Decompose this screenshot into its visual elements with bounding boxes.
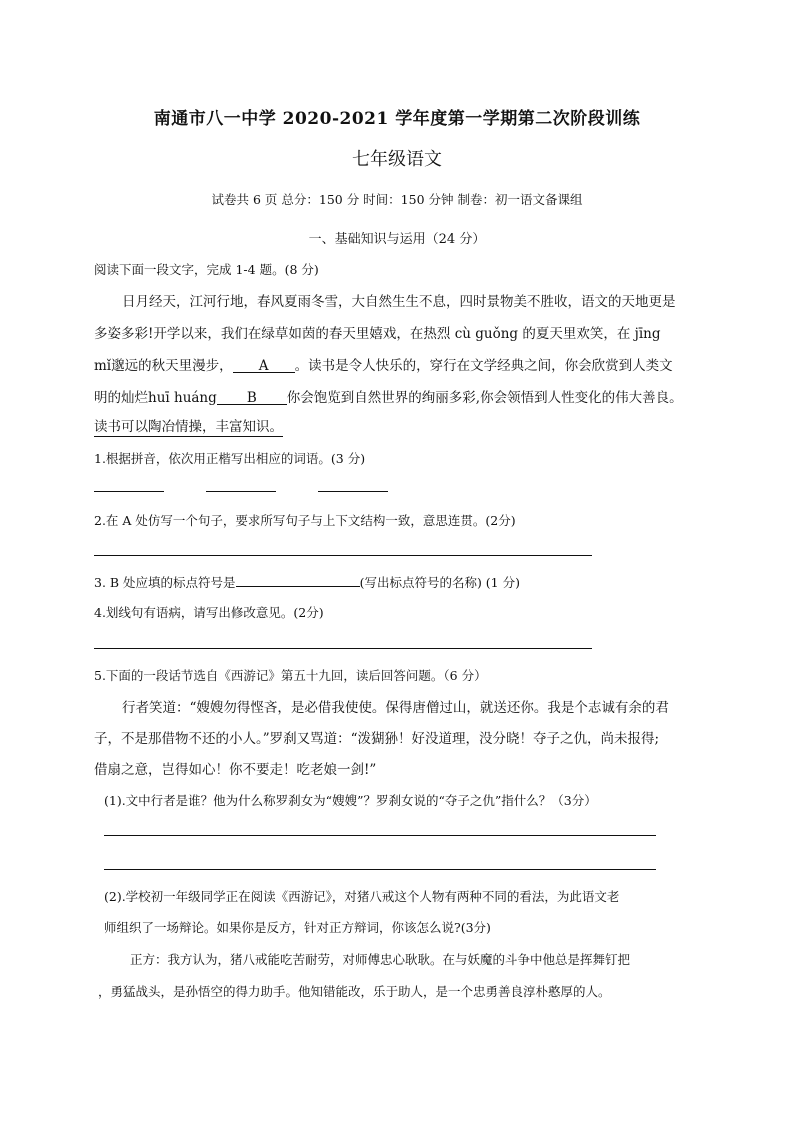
sub-question-2: (2).学校初一年级同学正在阅读《西游记》，对猪八戒这个人物有两种不同的看法，为此语文老 [104,889,620,904]
reading-intro: 阅读下面一段文字，完成 1-4 题。(8 分) [94,262,319,277]
sub-question-1: (1).文中行者是谁？他为什么称罗刹女为“嫂嫂”？罗刹女说的“夺子之仇”指什么？（3分） [104,793,597,808]
question-2: 2.在 A 处仿写一个句子，要求所写句子与上下文结构一致，意思连贯。(2分) [94,513,516,528]
question-4: 4.划线句有语病，请写出修改意见。(2分) [94,605,324,620]
blank-b[interactable]: B [217,390,287,405]
passage-text: 。读书是令人快乐的，穿行在文学经典之间，你会欣赏到人类文 [294,358,673,374]
answer-line[interactable] [206,491,276,492]
exam-info: 试卷共 6 页 总分：150 分 时间：150 分钟 制卷：初一语文备课组 [211,192,583,207]
debate-text: 正方：我方认为，猪八戒能吃苦耐劳，对师傅忠心耿耿。在与妖魔的斗争中他总是挥舞钉把 [130,952,631,967]
passage-line [94,354,673,374]
passage-text: mǐ邈远的秋天里漫步， [94,358,233,374]
answer-line[interactable] [94,491,164,492]
question-1: 1.根据拼音，依次用正楷写出相应的词语。(3 分) [94,451,366,466]
question-5: 5.下面的一段话节选自《西游记》第五十九回，读后回答问题。（6 分） [94,668,487,683]
answer-line[interactable] [104,835,656,836]
passage-text: 明的灿烂huī huáng [94,390,217,406]
answer-blank[interactable] [236,572,360,587]
sub-question-2: 师组织了一场辩论。如果你是反方，针对正方辩词，你该怎么说?(3分) [104,920,491,935]
passage-line: 借扇之意，岂得如心！你不要走！吃老娘一剑!” [94,762,377,778]
exam-title: 南通市八一中学 2020-2021 学年度第一学期第二次阶段训练 [153,109,641,129]
passage-line: 行者笑道：“嫂嫂勿得悭吝，是必借我使使。保得唐僧过山，就送还你。我是个志诚有余的君 [122,700,669,716]
question-3-tail: (写出标点符号的名称) (1 分) [359,575,520,590]
debate-text: ，勇猛战头，是孙悟空的得力助手。他知错能改，乐于助人，是一个忠勇善良淳朴憨厚的人。 [98,984,611,999]
underlined-sentence [94,415,283,435]
passage-line: 子，不是那借物不还的小人。”罗刹又骂道：“泼猢狲！好没道理，没分晓！夺子之仇，尚未报得; [94,731,660,747]
question-3-text: 3. B 处应填的标点符号是 [94,575,236,590]
answer-line[interactable] [104,869,656,870]
answer-line[interactable] [318,491,388,492]
section-heading: 一、基础知识与运用（24 分） [308,232,486,247]
passage-line: 日月经天，江河行地，春风夏雨冬雪，大自然生生不息，四时景物美不胜收，语文的天地更是 [122,294,676,310]
answer-line[interactable] [94,555,592,556]
passage-text: 你会饱览到自然世界的绚丽多彩,你会领悟到人性变化的伟大善良。 [286,390,683,406]
underlined-text: 读书可以陶冶情操，丰富知识。 [94,419,283,435]
exam-subtitle: 七年级语文 [352,149,442,170]
passage-line: 多姿多彩!开学以来，我们在绿草如茵的春天里嬉戏，在热烈 cù guǒng 的夏天里欢笑，在 jīng [94,326,661,342]
question-3 [94,572,520,591]
answer-line[interactable] [94,648,592,649]
blank-a[interactable]: A [233,358,295,373]
passage-line [94,386,683,406]
